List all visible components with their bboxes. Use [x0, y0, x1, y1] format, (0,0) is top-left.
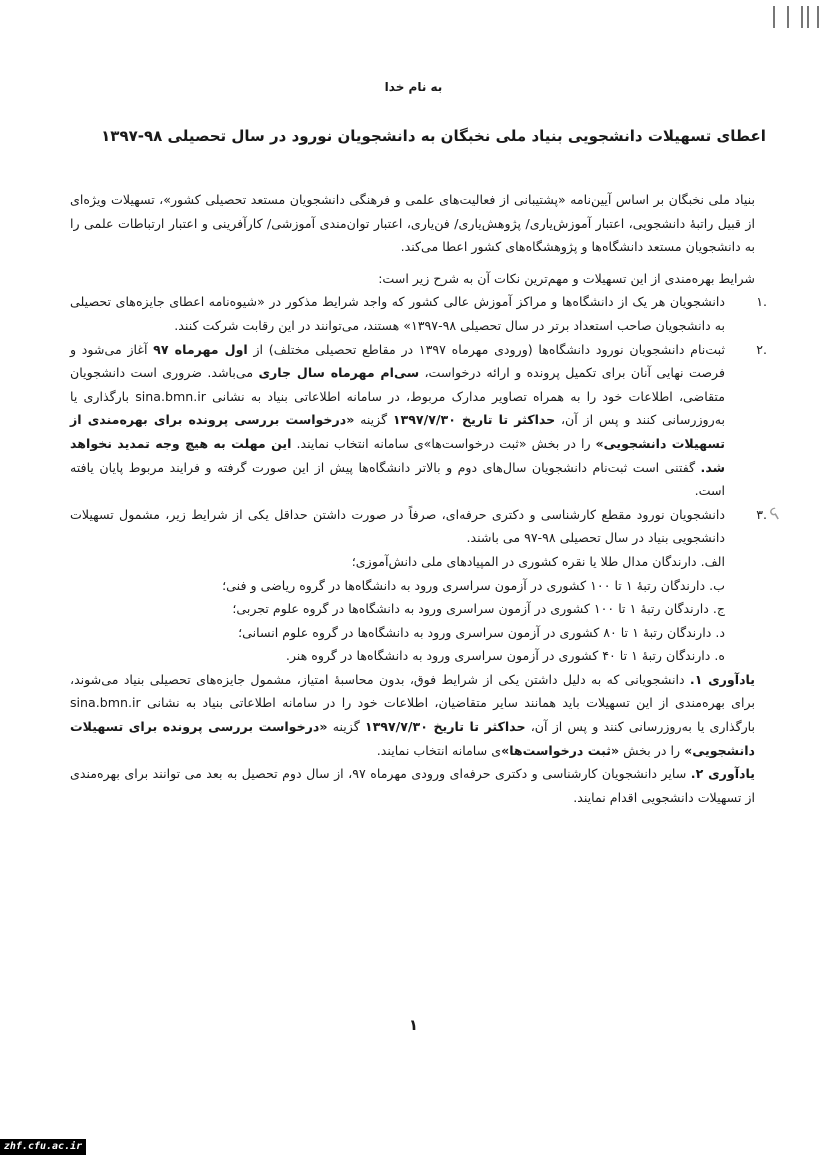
text-run: گفتنی است ثبت‌نام دانشجویان سال‌های دوم و بالاتر دانشگاه‌ها پیش از این صورت گرفته و فرایند مربوط پایان یافته است. [70, 459, 725, 499]
conditions-intro: شرایط بهره‌مندی از این تسهیلات و مهم‌ترین نکات آن به شرح زیر است: [378, 270, 755, 286]
watermark: zhf.cfu.ac.ir [0, 1139, 86, 1155]
document-body [70, 188, 767, 809]
text-run: را در بخش [619, 742, 685, 758]
sub-item: ج. دارندگان رتبهٔ ۱ تا ۱۰۰ کشوری در آزمون سراسری ورود به دانشگاه‌ها در گروه علوم تجربی؛ [232, 601, 725, 617]
option-name: «درخواست بررسی پرونده برای تسهیلات دانشجویی» [70, 719, 755, 758]
list-item-2 [70, 338, 767, 503]
note-label: یادآوری ۲. [690, 766, 755, 782]
text-run: گزینه [354, 412, 393, 428]
list-number: .۲ [756, 341, 767, 357]
start-date: اول مهرماه ۹۷ [153, 341, 248, 357]
text-run: بارگذاری یا به‌روزرسانی کنند و پس از آن، [70, 388, 725, 428]
note-2 [70, 762, 755, 809]
scan-speck: ʕ [766, 504, 784, 525]
sub-item: الف. دارندگان مدال طلا یا نقره کشوری در المپیادهای ملی دانش‌آموزی؛ [351, 553, 725, 569]
deadline: سی‌ام مهرماه سال جاری [258, 365, 420, 381]
no-extension-notice: این مهلت به هیچ وجه تمدید نخواهد شد. [70, 435, 725, 475]
page-title: اعطای تسهیلات دانشجویی بنیاد ملی نخبگان به دانشجویان نورود در سال تحصیلی ۹۸-۱۳۹۷ [101, 127, 766, 145]
section-name: «ثبت درخواست‌ها» [501, 742, 620, 758]
list-number: .۱ [756, 294, 767, 310]
deadline-date: حداکثر تا تاریخ ۱۳۹۷/۷/۳۰ [364, 719, 526, 735]
website-address: sina.bmn.ir [70, 695, 141, 711]
list-item-1 [70, 290, 767, 337]
sub-item: ه. دارندگان رتبهٔ ۱ تا ۴۰ کشوری در آزمون سراسری ورود به دانشگاه‌ها در گروه هنر. [285, 648, 725, 664]
text-run: ثبت‌نام دانشجویان نورود دانشگاه‌ها (ورودی مهرماه ۱۳۹۷ در مقاطع تحصیلی مختلف) از [247, 341, 725, 357]
list-item-text: دانشجویان هر یک از دانشگاه‌ها و مراکز آموزش عالی کشور که واجد شرایط مذکور در «شیوه‌نامه اعطای جایزه‌های تحصیلی به دانشجویان صاحب استعداد برتر در سال تحصیلی ۹۸-۱۳۹۷» هستند، می‌توانند در این رقابت شرکت کنند. [70, 294, 725, 333]
sub-item: د. دارندگان رتبهٔ ۱ تا ۸۰ کشوری در آزمون سراسری ورود به دانشگاه‌ها در گروه علوم انسانی؛ [238, 624, 725, 640]
text-run: آغاز می‌شود و فرصت نهایی آنان برای تکمیل پرونده و ارائه درخواست، [70, 341, 725, 381]
text-run: را در بخش «ثبت درخواست‌ها»ی سامانه انتخاب نمایند. [291, 435, 596, 451]
deadline-date: حداکثر تا تاریخ ۱۳۹۷/۷/۳۰ [392, 412, 556, 428]
text-run: دانشجویانی که به دلیل داشتن یکی از شرایط فوق، بدون محاسبهٔ امتیاز، مشمول جایزه‌های تحصیلی بنیاد می‌شوند، برای بهره‌مندی از این تسهیلات باید همانند سایر متقاضیان، اطلاعات خود را در سامانه اطلاعاتی بنیاد به نشانی [70, 671, 755, 711]
intro-paragraph: بنیاد ملی نخبگان بر اساس آیین‌نامه «پشتیبانی از فعالیت‌های علمی و فرهنگی دانشجویان مستعد تحصیلی کشور»، تسهیلات ویژه‌ای از قبیل راتبهٔ دانشجویی، اعتبار آموزش‌یاری/ پژوهش‌یاری/ فن‌یاری، اعتبار توان‌مندی آموزشی/ کارآفرینی و اعتبار ارتباطات علمی را به دانشجویان مستعد دانشگاه‌ها و پژوهشگاه‌های کشور اعطا می‌کند. [70, 192, 755, 255]
list-number: .۳ [756, 506, 767, 522]
note-label: یادآوری ۱. [689, 671, 755, 687]
text-run: می‌باشد. ضروری است دانشجویان متقاضی، اطلاعات خود را به همراه تصاویر مدارک مربوط، در سامانه اطلاعاتی بنیاد به نشانی [70, 365, 725, 404]
sub-item: ب. دارندگان رتبهٔ ۱ تا ۱۰۰ کشوری در آزمون سراسری ورود به دانشگاه‌ها در گروه ریاضی و فنی؛ [222, 577, 725, 593]
text-run: سایر دانشجویان کارشناسی و دکتری حرفه‌ای ورودی مهرماه ۹۷، از سال دوم تحصیل به بعد می توانند برای بهره‌مندی از تسهیلات دانشجویی اقدام نمایند. [70, 766, 755, 805]
option-name: «درخواست بررسی پرونده برای بهره‌مندی از تسهیلات دانشجویی» [70, 412, 725, 451]
page-number: ۱ [408, 1016, 419, 1034]
text-run: بارگذاری یا به‌روزرسانی کنند و پس از آن، [525, 719, 755, 735]
website-address: sina.bmn.ir [135, 388, 206, 404]
list-item-text: دانشجویان نورود مقطع کارشناسی و دکتری حرفه‌ای، صرفاً در صورت داشتن حداقل یکی از شرایط زیر، مشمول تسهیلات دانشجویی بنیاد در سال تحصیلی ۹۸-۹۷ می باشند. [70, 506, 725, 546]
text-run: گزینه [327, 719, 365, 735]
list-item-3 [70, 503, 767, 550]
note-1 [70, 668, 755, 762]
sub-list [70, 550, 755, 668]
invocation: به نام خدا [384, 80, 443, 94]
text-run: ی سامانه انتخاب نمایند. [376, 742, 502, 758]
scan-marks [771, 6, 819, 28]
